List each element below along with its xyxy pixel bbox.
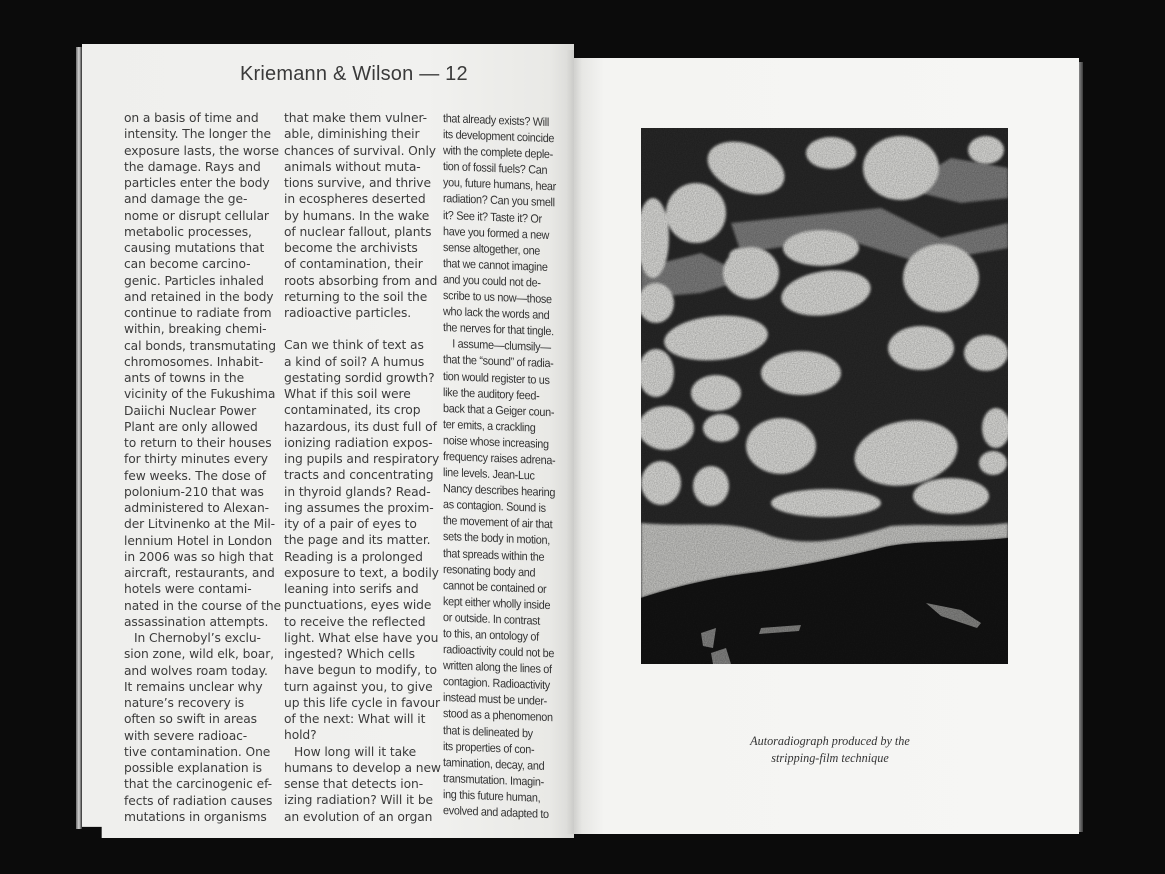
- text-line: of nuclear fallout, plants: [284, 224, 432, 239]
- text-line: or outside. In contrast: [443, 609, 540, 628]
- text-line: an evolution of an organ: [284, 809, 433, 824]
- text-line: like the auditory feed-: [443, 384, 540, 403]
- text-line: tracts and concentrating: [284, 468, 434, 483]
- text-line: have you formed a new: [443, 223, 550, 242]
- text-line: ing pupils and respiratory: [284, 452, 440, 466]
- text-line: metabolic processes,: [124, 224, 252, 239]
- text-line: radioactivity could not be: [443, 642, 555, 661]
- text-line: instead must be under-: [443, 690, 547, 709]
- text-line: the damage. Rays and: [124, 159, 261, 174]
- text-line: hold?: [284, 728, 317, 743]
- text-line: chances of survival. Only: [284, 143, 436, 158]
- text-line: radioactive particles.: [284, 306, 412, 320]
- text-line: punctuations, eyes wide: [284, 598, 432, 613]
- text-line: evolved and adapted to: [443, 803, 549, 822]
- text-line: that spreads within the: [443, 545, 545, 564]
- text-line: hazardous, its dust full of: [284, 419, 437, 434]
- text-line: aircraft, restaurants, and: [124, 566, 275, 580]
- text-line: sion zone, wild elk, boar,: [124, 647, 274, 662]
- text-line: In Chernobyl’s exclu-: [134, 631, 261, 645]
- caption-line-1: Autoradiograph produced by the: [750, 734, 910, 748]
- text-line: its properties of con-: [443, 738, 535, 757]
- text-line: exposure to text, a bodily: [284, 565, 439, 580]
- text-line: and retained in the body: [124, 289, 274, 304]
- text-line: able, diminishing their: [284, 127, 420, 142]
- text-line: chromosomes. Inhabit-: [124, 354, 264, 369]
- text-line: hotels were contami-: [124, 582, 252, 597]
- caption-line-2: stripping-film technique: [771, 751, 889, 765]
- text-column-1: [124, 110, 284, 825]
- text-line: become the archivists: [284, 241, 418, 255]
- text-line: and wolves roam today.: [124, 663, 268, 678]
- text-line: der Litvinenko at the Mil-: [124, 517, 276, 532]
- text-line: to this, an ontology of: [443, 626, 539, 644]
- text-line: It remains unclear why: [124, 679, 263, 694]
- text-line: sense that detects ion-: [284, 777, 424, 791]
- autoradiograph-image: [641, 128, 1008, 664]
- text-line: ing this future human,: [443, 786, 541, 805]
- text-line: transmutation. Imagin-: [443, 770, 544, 789]
- text-line: assassination attempts.: [124, 614, 269, 629]
- text-line: turn against you, to give: [284, 679, 433, 694]
- text-line: nome or disrupt cellular: [124, 208, 269, 223]
- text-line: contagion. Radioactivity: [443, 674, 550, 693]
- text-line: Daiichi Nuclear Power: [124, 403, 257, 418]
- text-line: frequency raises adrena-: [443, 448, 556, 468]
- text-line: with the complete deple-: [443, 143, 553, 162]
- text-line: ingested? Which cells: [284, 647, 415, 661]
- running-head: Kriemann & Wilson — 12: [240, 63, 468, 85]
- text-line: for thirty minutes every: [124, 452, 268, 467]
- text-line: that the “sound” of radia-: [443, 352, 554, 371]
- text-line: lennium Hotel in London: [124, 533, 273, 548]
- text-line: can become carcino-: [124, 257, 251, 272]
- text-line: have begun to modify, to: [284, 663, 437, 678]
- text-line: possible explanation is: [124, 761, 262, 775]
- text-line: exposure lasts, the worse: [124, 143, 280, 158]
- text-line: the page and its matter.: [284, 533, 431, 548]
- text-line: sense altogether, one: [443, 239, 541, 258]
- text-line: Plant are only allowed: [124, 419, 258, 434]
- text-line: Can we think of text as: [284, 338, 424, 353]
- text-line: the movement of air that: [443, 513, 553, 532]
- text-line: few weeks. The dose of: [124, 468, 267, 483]
- text-line: administered to Alexan-: [124, 501, 269, 515]
- text-line: continue to radiate from: [124, 306, 272, 320]
- text-line: tive contamination. One: [124, 744, 271, 759]
- text-line: to receive the reflected: [284, 614, 426, 629]
- text-line: intensity. The longer the: [124, 127, 271, 142]
- text-line: cal bonds, transmutating: [124, 338, 276, 353]
- text-line: as contagion. Sound is: [443, 497, 546, 516]
- text-line: Nancy describes hearing: [443, 481, 556, 500]
- text-line: ants of towns in the: [124, 371, 245, 385]
- text-line: stood as a phenomenon: [443, 706, 553, 725]
- text-line: fects of radiation causes: [124, 793, 273, 808]
- text-line: the nerves for that tingle.: [443, 320, 554, 339]
- text-line: mutations in organisms: [124, 809, 267, 824]
- text-line: in ecospheres deserted: [284, 192, 426, 207]
- text-line: animals without muta-: [284, 159, 421, 174]
- text-line: by humans. In the wake: [284, 208, 430, 223]
- text-line: kept either wholly inside: [443, 593, 551, 612]
- text-line: tamination, decay, and: [443, 754, 545, 773]
- text-line: and you could not de-: [443, 271, 541, 290]
- text-line: I assume—clumsily—: [452, 336, 551, 355]
- text-line: genic. Particles inhaled: [124, 273, 264, 288]
- text-line: izing radiation? Will it be: [284, 793, 433, 808]
- right-page-edge: [1079, 62, 1083, 832]
- text-line: often so swift in areas: [124, 712, 257, 727]
- text-line: ter emits, a crackling: [443, 416, 536, 435]
- text-line: cannot be contained or: [443, 577, 547, 596]
- text-line: in thyroid glands? Read-: [284, 484, 431, 499]
- text-line: you, future humans, hear: [443, 175, 556, 194]
- text-line: that is delineated by: [443, 722, 533, 741]
- text-line: What if this soil were: [284, 387, 411, 401]
- text-line: contaminated, its crop: [284, 403, 421, 418]
- text-line: causing mutations that: [124, 241, 265, 255]
- text-line: with severe radioac-: [124, 728, 248, 743]
- text-column-2: [284, 110, 444, 825]
- micrograph-illustration: [641, 128, 1008, 664]
- text-line: a kind of soil? A humus: [284, 354, 425, 369]
- paragraph-gap: [284, 321, 444, 337]
- text-line: that the carcinogenic ef-: [124, 777, 272, 792]
- text-line: that we cannot imagine: [443, 255, 548, 274]
- text-line: that make them vulner-: [284, 111, 427, 125]
- text-line: radiation? Can you smell: [443, 191, 555, 210]
- text-line: Reading is a prolonged: [284, 549, 423, 564]
- text-line: humans to develop a new: [284, 760, 441, 775]
- left-page-edge: [76, 47, 82, 829]
- book-gutter: [566, 50, 582, 834]
- text-line: back that a Geiger coun-: [443, 400, 555, 419]
- text-line: up this life cycle in favour: [284, 695, 441, 710]
- text-line: ing assumes the proxim-: [284, 500, 434, 515]
- text-line: tions survive, and thrive: [284, 176, 431, 190]
- text-line: ionizing radiation expos-: [284, 435, 433, 450]
- text-line: nated in the course of the: [124, 598, 281, 613]
- text-line: How long will it take: [294, 744, 417, 759]
- text-line: its development coincide: [443, 127, 555, 146]
- text-line: polonium-210 that was: [124, 484, 264, 499]
- text-line: tion would register to us: [443, 368, 550, 387]
- text-line: on a basis of time and: [124, 111, 259, 125]
- text-line: written along the lines of: [443, 658, 552, 677]
- text-line: line levels. Jean-Luc: [443, 465, 535, 483]
- text-line: to return to their houses: [124, 436, 272, 450]
- text-line: nature’s recovery is: [124, 696, 245, 710]
- text-line: of contamination, their: [284, 257, 423, 272]
- text-line: gestating sordid growth?: [284, 370, 435, 385]
- text-line: resonating body and: [443, 561, 536, 580]
- text-line: and damage the ge-: [124, 192, 248, 207]
- text-line: sets the body in motion,: [443, 529, 550, 548]
- text-line: noise whose increasing: [443, 432, 549, 451]
- text-line: roots absorbing from and: [284, 273, 438, 288]
- text-line: tion of fossil fuels? Can: [443, 159, 548, 178]
- figure-caption: [700, 733, 960, 767]
- text-line: ity of a pair of eyes to: [284, 517, 417, 531]
- text-line: within, breaking chemi-: [124, 322, 267, 337]
- text-line: of the next: What will it: [284, 712, 426, 726]
- text-line: light. What else have you: [284, 630, 439, 645]
- text-line: particles enter the body: [124, 176, 270, 190]
- text-line: leaning into serifs and: [284, 582, 419, 596]
- text-line: returning to the soil the: [284, 289, 428, 304]
- text-line: scribe to us now—those: [443, 288, 552, 307]
- text-line: vicinity of the Fukushima: [124, 387, 276, 402]
- text-line: in 2006 was so high that: [124, 549, 274, 564]
- text-line: it? See it? Taste it? Or: [443, 207, 542, 226]
- text-line: who lack the words and: [443, 304, 550, 323]
- text-line: that already exists? Will: [443, 111, 549, 130]
- text-column-3: [443, 110, 564, 823]
